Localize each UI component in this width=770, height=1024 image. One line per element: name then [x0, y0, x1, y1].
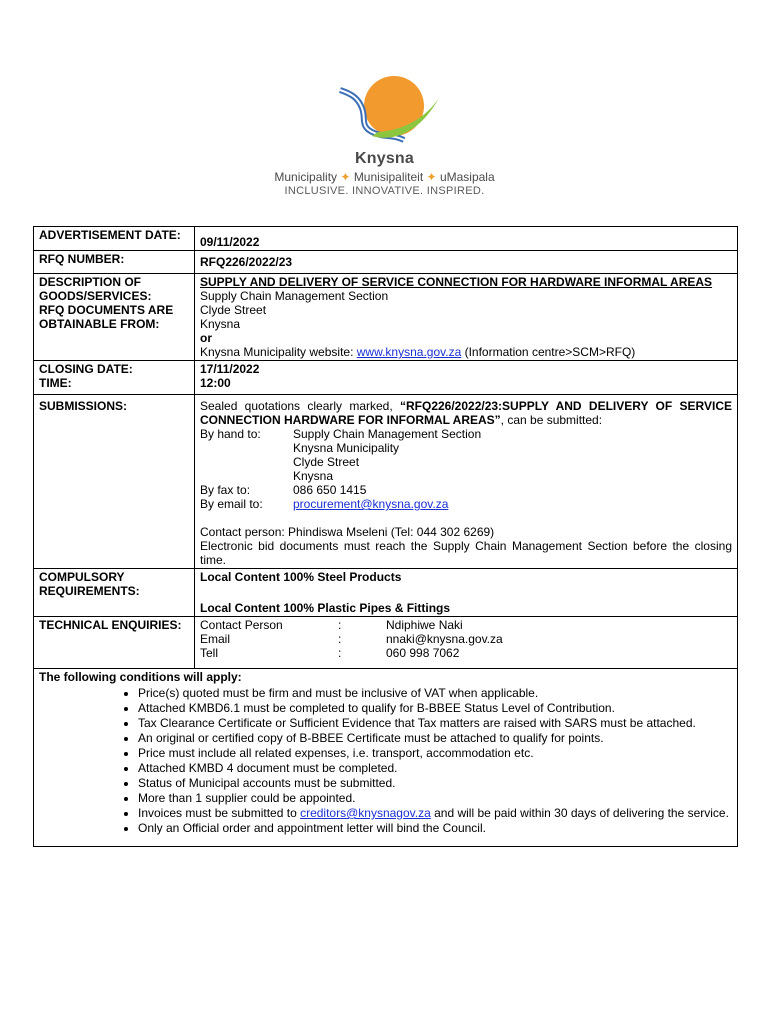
value-rfq-number-cell [195, 251, 738, 274]
label-time: TIME: [39, 376, 72, 390]
label-compulsory: COMPULSORY REQUIREMENTS: [34, 569, 195, 617]
spacer [200, 511, 732, 525]
row-conditions [34, 669, 738, 847]
label-description: DESCRIPTION OF GOODS/SERVICES: [39, 275, 152, 303]
logo-sub-munisipaliteit: Munisipaliteit [353, 170, 424, 184]
submissions-contact: Contact person: Phindiswa Mseleni (Tel: 044 302 6269) [200, 525, 495, 539]
labels-closing [34, 361, 195, 395]
by-hand-line-3: Clyde Street [293, 455, 360, 469]
condition-item: • An original or certified copy of B-BBEE Certificate must be attached to qualify for points. [138, 731, 732, 746]
by-hand-line-2: Knysna Municipality [293, 441, 400, 455]
submissions-intro-suffix: , can be submitted: [500, 413, 603, 427]
condition-item: • Attached KMBD6.1 must be completed to qualify for B-BBEE Status Level of Contribution. [138, 701, 732, 716]
value-closing-date: 17/11/2022 [200, 362, 260, 376]
logo-sub-municipality: Municipality [274, 170, 338, 184]
by-hand-label: By hand to: [200, 427, 261, 441]
star-icon: ✦ [426, 170, 437, 184]
documents-or: or [200, 331, 212, 345]
creditors-email-link[interactable]: creditors@knysnagov.za [300, 806, 431, 820]
by-fax-label: By fax to: [200, 483, 251, 497]
value-technical [195, 617, 738, 669]
invoice-prefix: Invoices must be submitted to [138, 806, 301, 820]
label-closing-date: CLOSING DATE: [39, 362, 133, 376]
condition-item-invoices [138, 806, 732, 821]
logo-name: Knysna [355, 150, 414, 167]
value-compulsory [195, 569, 738, 617]
by-email-label: By email to: [200, 497, 263, 511]
label-submissions: SUBMISSIONS: [34, 395, 195, 569]
condition-item: • Price must include all related expenses, i.e. transport, accommodation etc. [138, 746, 732, 761]
submission-by-fax [200, 483, 732, 497]
compulsory-line-2: Local Content 100% Plastic Pipes & Fittings [200, 601, 451, 615]
technical-row [200, 618, 732, 632]
by-hand-line-4: Knysna [293, 469, 334, 483]
technical-value: Ndiphiwe Naki [386, 618, 463, 632]
submissions-intro-prefix: Sealed quotations clearly marked, [200, 399, 400, 413]
spacer [200, 584, 732, 601]
documents-website [200, 345, 732, 359]
star-icon: ✦ [340, 170, 351, 184]
submissions-intro-bold: “RFQ226/2022/23:SUPPLY AND DELIVERY OF SERVICE CONNECTION HARDWARE FOR INFORMAL AREAS” [200, 399, 732, 427]
row-closing [34, 361, 738, 395]
technical-row [200, 632, 732, 646]
value-submissions [195, 395, 738, 569]
rfq-advertisement-table [33, 226, 738, 847]
submissions-intro [200, 399, 732, 427]
technical-colon: : [338, 618, 342, 632]
label-advertisement-date: ADVERTISEMENT DATE: [34, 227, 195, 251]
condition-item: • Status of Municipal accounts must be submitted. [138, 776, 732, 791]
value-advertisement-date-cell [195, 227, 738, 251]
procurement-email-link[interactable]: procurement@knysna.gov.za [293, 497, 449, 511]
conditions-cell [34, 669, 738, 847]
technical-key: Contact Person [200, 618, 283, 632]
documents-web-prefix: Knysna Municipality website: [200, 345, 357, 359]
technical-row [200, 646, 732, 660]
row-technical [34, 617, 738, 669]
row-rfq-number [34, 251, 738, 274]
value-description-documents [195, 274, 738, 361]
label-rfq-number: RFQ NUMBER: [34, 251, 195, 274]
technical-value: 060 998 7062 [386, 646, 460, 660]
compulsory-line-1: Local Content 100% Steel Products [200, 570, 402, 584]
documents-line-3: Knysna [200, 317, 241, 331]
conditions-list [39, 686, 732, 836]
conditions-heading: The following conditions will apply: [39, 670, 242, 684]
row-advertisement-date [34, 227, 738, 251]
value-rfq-number: RFQ226/2022/23 [200, 255, 293, 269]
logo-subtitle [262, 170, 507, 184]
documents-line-2: Clyde Street [200, 303, 267, 317]
condition-item: • Only an Official order and appointment letter will bind the Council. [138, 821, 732, 836]
label-technical: TECHNICAL ENQUIRIES: [34, 617, 195, 669]
by-hand-line-1: Supply Chain Management Section [293, 427, 482, 441]
submission-by-hand [200, 427, 732, 483]
knysna-website-link[interactable]: www.knysna.gov.za [356, 345, 462, 359]
technical-colon: : [338, 632, 342, 646]
knysna-logo-mark-icon [332, 72, 442, 152]
by-hand-address [293, 427, 481, 483]
documents-line-1: Supply Chain Management Section [200, 289, 389, 303]
by-fax-value: 086 650 1415 [293, 483, 367, 497]
condition-item: • Attached KMBD 4 document must be completed. [138, 761, 732, 776]
submission-by-email [200, 497, 732, 511]
documents-web-suffix: (Information centre>SCM>RFQ) [461, 345, 636, 359]
technical-colon: : [338, 646, 342, 660]
value-description: SUPPLY AND DELIVERY OF SERVICE CONNECTION FOR HARDWARE INFORMAL AREAS [200, 275, 713, 289]
label-documents: RFQ DOCUMENTS ARE OBTAINABLE FROM: [39, 303, 174, 331]
invoice-suffix: and will be paid within 30 days of delivering the service. [430, 806, 729, 820]
value-advertisement-date: 09/11/2022 [200, 235, 260, 249]
labels-description-documents [34, 274, 195, 361]
knysna-logo [262, 72, 507, 200]
values-closing [195, 361, 738, 395]
condition-item: • Price(s) quoted must be firm and must be inclusive of VAT when applicable. [138, 686, 732, 701]
row-submissions [34, 395, 738, 569]
logo-sub-umasipala: uMasipala [439, 170, 495, 184]
row-description-documents [34, 274, 738, 361]
condition-item: • More than 1 supplier could be appointed. [138, 791, 732, 806]
technical-key: Tell [200, 646, 219, 660]
condition-item: • Tax Clearance Certificate or Sufficient Evidence that Tax matters are raised with SARS must be attached. [138, 716, 732, 731]
technical-key: Email [200, 632, 231, 646]
row-compulsory [34, 569, 738, 617]
submissions-electronic: Electronic bid documents must reach the Supply Chain Management Section before the closing time. [200, 539, 732, 567]
technical-value: nnaki@knysna.gov.za [386, 632, 503, 646]
value-time: 12:00 [200, 376, 231, 390]
logo-tagline: INCLUSIVE. INNOVATIVE. INSPIRED. [284, 185, 485, 197]
